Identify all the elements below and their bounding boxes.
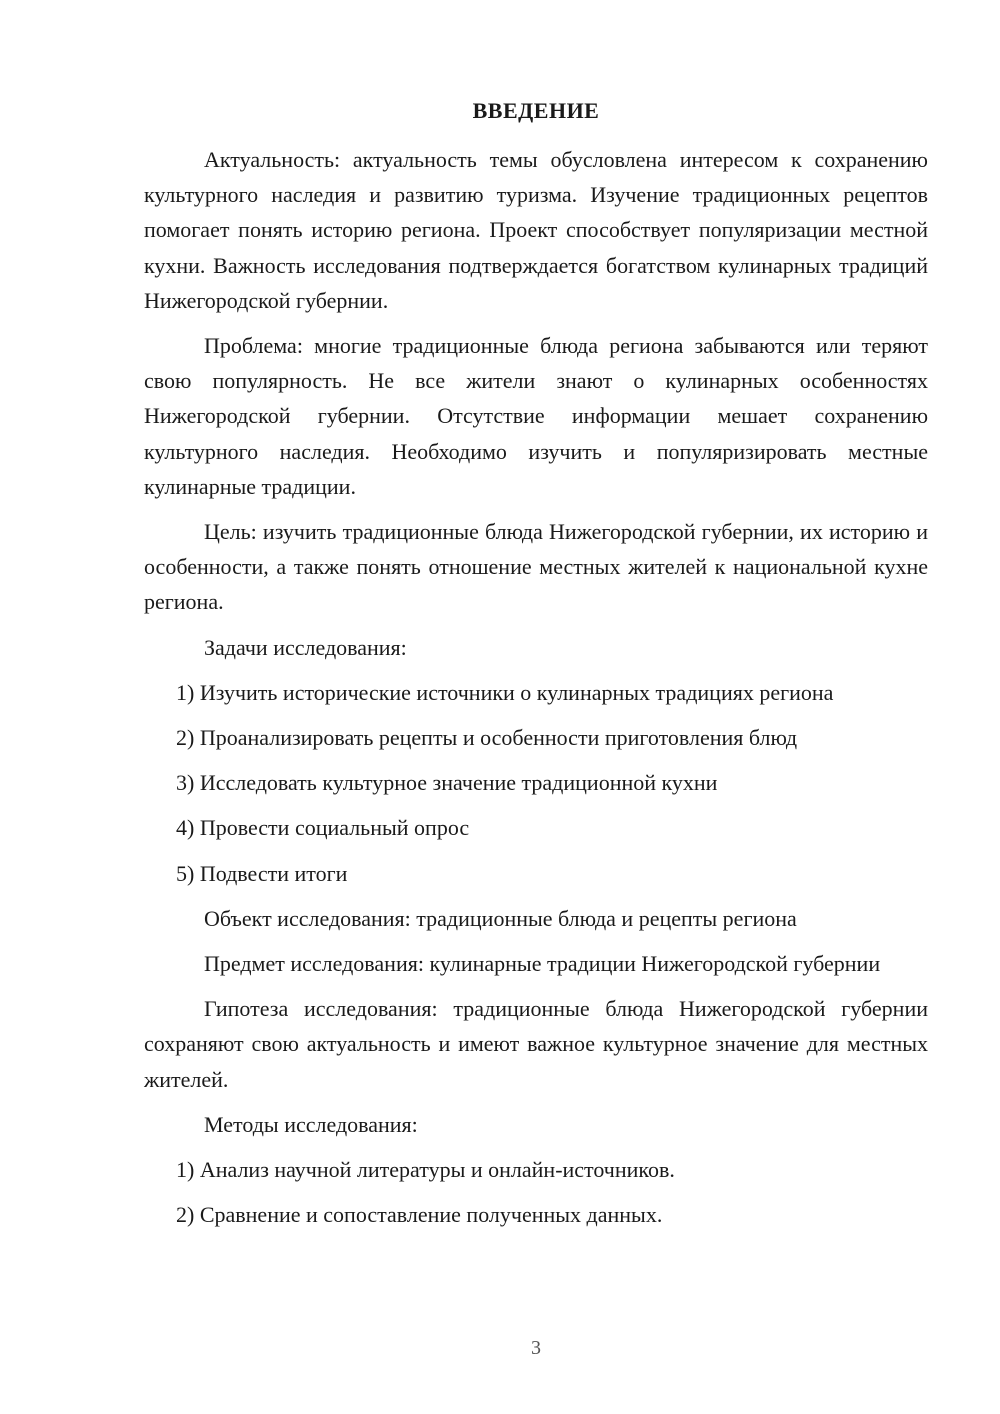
task-item: 2) Проанализировать рецепты и особенности приготовления блюд	[176, 725, 798, 751]
subject-paragraph: Предмет исследования: кулинарные традиции Нижегородской губернии	[204, 951, 881, 977]
method-item: 2) Сравнение и сопоставление полученных данных.	[176, 1202, 663, 1228]
task-item: 3) Исследовать культурное значение традиционной кухни	[176, 770, 718, 796]
object-paragraph: Объект исследования: традиционные блюда и рецепты региона	[204, 905, 797, 931]
hypothesis-paragraph: Гипотеза исследования: традиционные блюда Нижегородской губернии сохраняют свою актуальность и имеют важное культурное значение для местных жителей.	[144, 996, 928, 1092]
task-item: 1) Изучить исторические источники о кулинарных традициях региона	[176, 679, 834, 705]
task-item: 4) Провести социальный опрос	[176, 815, 470, 841]
task-item: 5) Подвести итоги	[176, 860, 348, 886]
method-item: 1) Анализ научной литературы и онлайн-источников.	[176, 1157, 675, 1183]
tasks-heading: Задачи исследования:	[204, 634, 407, 660]
methods-heading: Методы исследования:	[204, 1111, 418, 1137]
problem-paragraph: Проблема: многие традиционные блюда региона забываются или теряют свою популярность. Не все жители знают о кулинарных особенностях Нижегородской губернии. Отсутствие информации мешает сохранению культурного наследия. Необходимо изучить и популяризировать местные кулинарные традиции.	[144, 333, 928, 499]
section-title: ВВЕДЕНИЕ	[472, 98, 600, 123]
relevance-paragraph: Актуальность: актуальность темы обусловлена интересом к сохранению культурного наследия и развитию туризма. Изучение традиционных рецептов помогает понять историю региона. Проект способствует популяризации местной кухни. Важность исследования подтверждается богатством кулинарных традиций Нижегородской губернии.	[144, 147, 928, 313]
section-body	[144, 142, 928, 1242]
goal-paragraph: Цель: изучить традиционные блюда Нижегородской губернии, их историю и особенности, а также понять отношение местных жителей к национальной кухне региона.	[144, 519, 928, 615]
page-number: 3	[531, 1337, 541, 1359]
